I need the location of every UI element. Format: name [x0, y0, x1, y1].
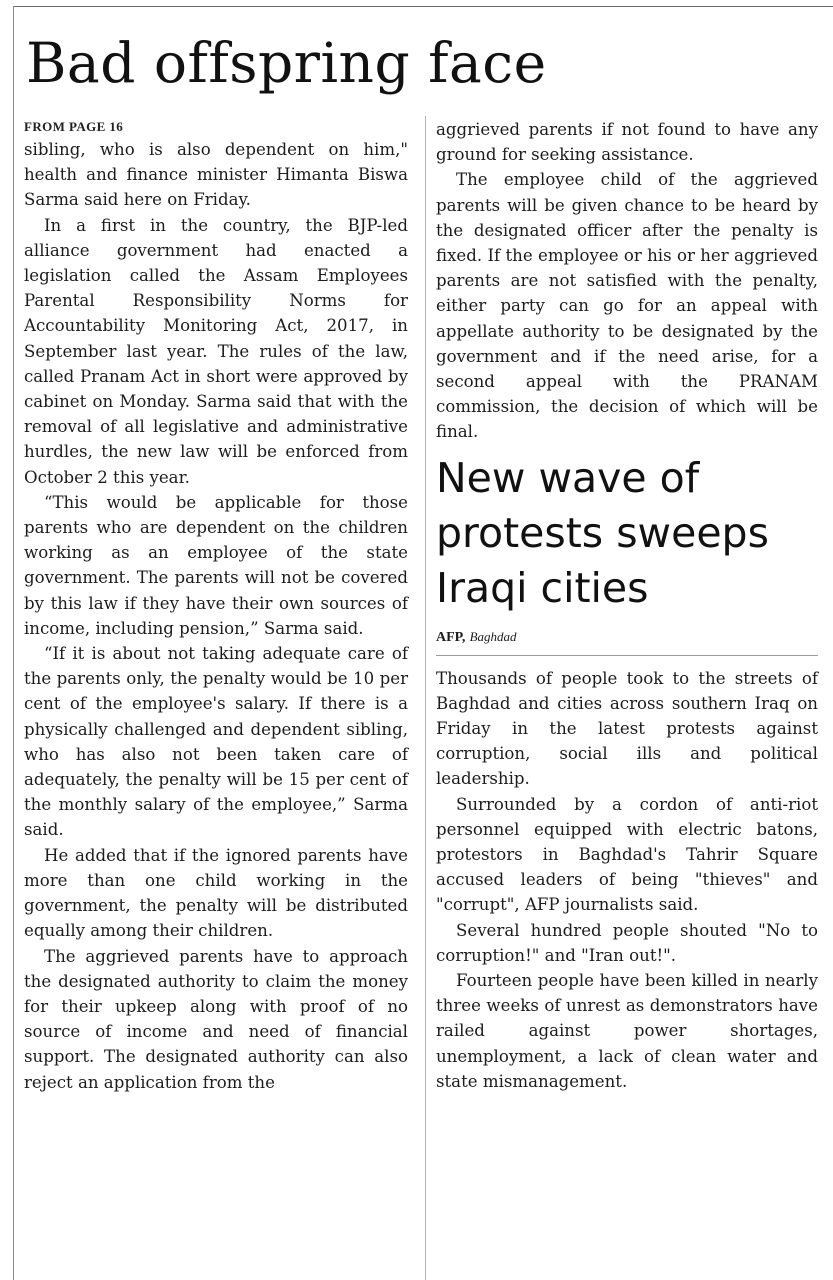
article2-paragraph: Thousands of people took to the streets of Baghdad and cities across southern Iraq on Friday in the latest protests against corruption, social ills and political leadership. [436, 668, 818, 789]
article1-paragraph: The aggrieved parents have to approach the designated authority to claim the money for their upkeep along with proof of no source of income and need of financial support. The designated authority can also reject an application from the [24, 946, 408, 1092]
from-page-label: FROM PAGE 16 [24, 119, 124, 134]
article1-paragraph: “This would be applicable for those parents who are dependent on the children working as an employee of the state government. The parents will not be covered by this law if they have their own sources of income, including pension,” Sarma said. [24, 492, 408, 638]
article1-paragraph: He added that if the ignored parents have more than one child working in the government, the penalty will be distributed equally among their children. [24, 845, 408, 941]
article2-paragraph: Fourteen people have been killed in nearly three weeks of unrest as demonstrators have railed against power shortages, unemployment, a lack of clean water and state mismanagement. [436, 971, 818, 1091]
article1-paragraph: “If it is about not taking adequate care of the parents only, the penalty would be 10 per cent of the employee's salary. If there is a physically challenged and dependent sibling, who has also not been taken care of adequately, the penalty will be 15 per cent of the monthly salary of the employee,” Sarma said. [24, 644, 408, 840]
article2-byline [436, 626, 818, 656]
byline-place: Baghdad [469, 628, 517, 644]
article1-paragraph: sibling, who is also dependent on him," health and finance minister Himanta Biswa Sarma said here on Friday. [24, 140, 408, 210]
article1-column-left [24, 117, 408, 1095]
byline-agency: AFP, [436, 629, 466, 645]
article1-paragraph: The employee child of the aggrieved parents will be given chance to be heard by the designated officer after the penalty is fixed. If the employee or his or her aggrieved parents are not satisfied with the penalty, either party can go for an appeal with appellate authority to be designated by the government and if the need arise, for a second appeal with the PRANAM commission, the decision of which will be final. [436, 170, 818, 442]
left-rule [13, 6, 14, 1280]
column-rule [425, 116, 426, 1280]
article2-paragraph: Surrounded by a cordon of anti-riot personnel equipped with electric batons, protestors in Baghdad's Tahrir Square accused leaders of being "thieves" and "corrupt", AFP journalists said. [436, 794, 818, 915]
article1-headline: Bad offspring face [26, 31, 547, 95]
top-rule [14, 6, 833, 7]
right-column [436, 117, 818, 1094]
article2-paragraph: Several hundred people shouted "No to corruption!" and "Iran out!". [436, 920, 818, 965]
article1-paragraph: aggrieved parents if not found to have any ground for seeking assistance. [436, 120, 818, 165]
article1-paragraph: In a first in the country, the BJP-led alliance government had enacted a legislation called the Assam Employees Parental Responsibility Norms for Accountability Monitoring Act, 2017, in September last year. The rules of the law, called Pranam Act in short were approved by cabinet on Monday. Sarma said that with the removal of all legislative and administrative hurdles, the new law will be enforced from October 2 this year. [24, 215, 408, 487]
article2-headline: New wave of protests sweeps Iraqi cities [436, 453, 769, 612]
